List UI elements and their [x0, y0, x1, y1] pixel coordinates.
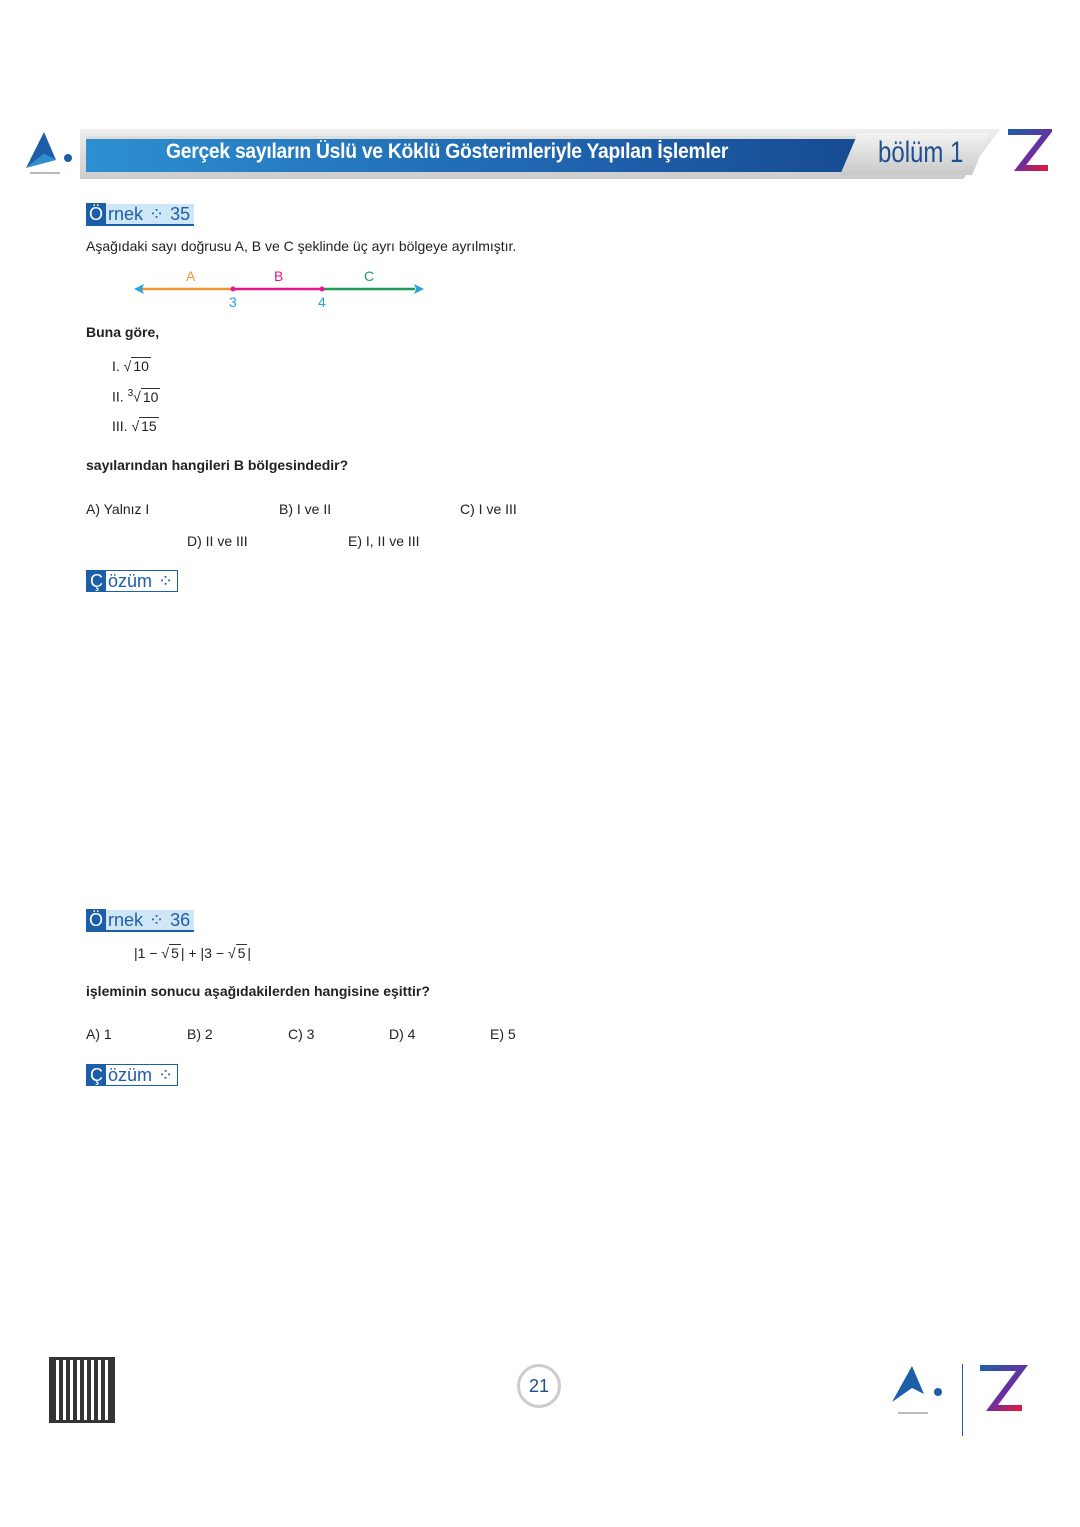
- example-number: 35: [170, 203, 191, 224]
- dots-icon: ⁘: [158, 570, 174, 591]
- option-e[interactable]: E) 5: [490, 1026, 516, 1042]
- option-e[interactable]: E) I, II ve III: [348, 533, 420, 549]
- tick-4: 4: [318, 294, 326, 310]
- q35-question: sayılarından hangileri B bölgesindedir?: [86, 457, 349, 473]
- option-b[interactable]: B) 2: [187, 1026, 213, 1042]
- region-a-label: A: [186, 268, 196, 284]
- q35-text: Aşağıdaki sayı doğrusu A, B ve C şeklinde üç ayrı bölgeye ayrılmıştır.: [86, 238, 517, 254]
- dots-icon: ⁘: [149, 203, 165, 224]
- footer-divider: [962, 1364, 963, 1436]
- q36-question: işleminin sonucu aşağıdakilerden hangisine eşittir?: [86, 983, 430, 999]
- expression: |1 − √ 5 | + |3 − √ 5 |: [134, 945, 252, 961]
- item-1: I. √ 10: [112, 358, 149, 374]
- right-arrow-icon: [414, 284, 424, 294]
- footer-logo-a: [888, 1362, 948, 1422]
- option-d[interactable]: D) II ve III: [187, 533, 248, 549]
- item-2: II. $^3$√ 10: [112, 388, 159, 405]
- item-3: III. √ 15: [112, 418, 157, 434]
- logo-z: [1004, 128, 1052, 181]
- tag-initial: Ö: [86, 203, 106, 225]
- region-c-label: C: [364, 268, 375, 284]
- solution-36-tag: Ç özüm ⁘: [86, 1064, 178, 1086]
- footer-logo-z: [976, 1364, 1028, 1421]
- dots-icon: ⁘: [149, 909, 165, 930]
- section-label: bölüm 1: [878, 136, 964, 169]
- tick-3: 3: [229, 294, 237, 310]
- example-36-tag: Ö rnek ⁘ 36: [86, 910, 194, 932]
- dots-icon: ⁘: [158, 1064, 174, 1085]
- option-a[interactable]: A) Yalnız I: [86, 501, 150, 517]
- page-badge: [517, 1364, 561, 1408]
- tag-label: rnek: [108, 203, 144, 224]
- qr-code-icon[interactable]: [52, 1360, 112, 1420]
- option-c[interactable]: C) 3: [288, 1026, 315, 1042]
- solution-35-tag: Ç özüm ⁘: [86, 570, 178, 592]
- example-35-tag: [86, 204, 194, 226]
- option-a[interactable]: A) 1: [86, 1026, 112, 1042]
- option-c[interactable]: C) I ve III: [460, 501, 517, 517]
- chapter-title: Gerçek sayıların Üslü ve Köklü Gösterimleriyle Yapılan İşlemler: [166, 140, 729, 163]
- region-b-label: B: [274, 268, 284, 284]
- logo-a: [22, 130, 78, 175]
- option-b[interactable]: B) I ve II: [279, 501, 332, 517]
- q35-lead: Buna göre,: [86, 324, 160, 340]
- page-number: 21: [528, 1376, 550, 1396]
- option-d[interactable]: D) 4: [389, 1026, 416, 1042]
